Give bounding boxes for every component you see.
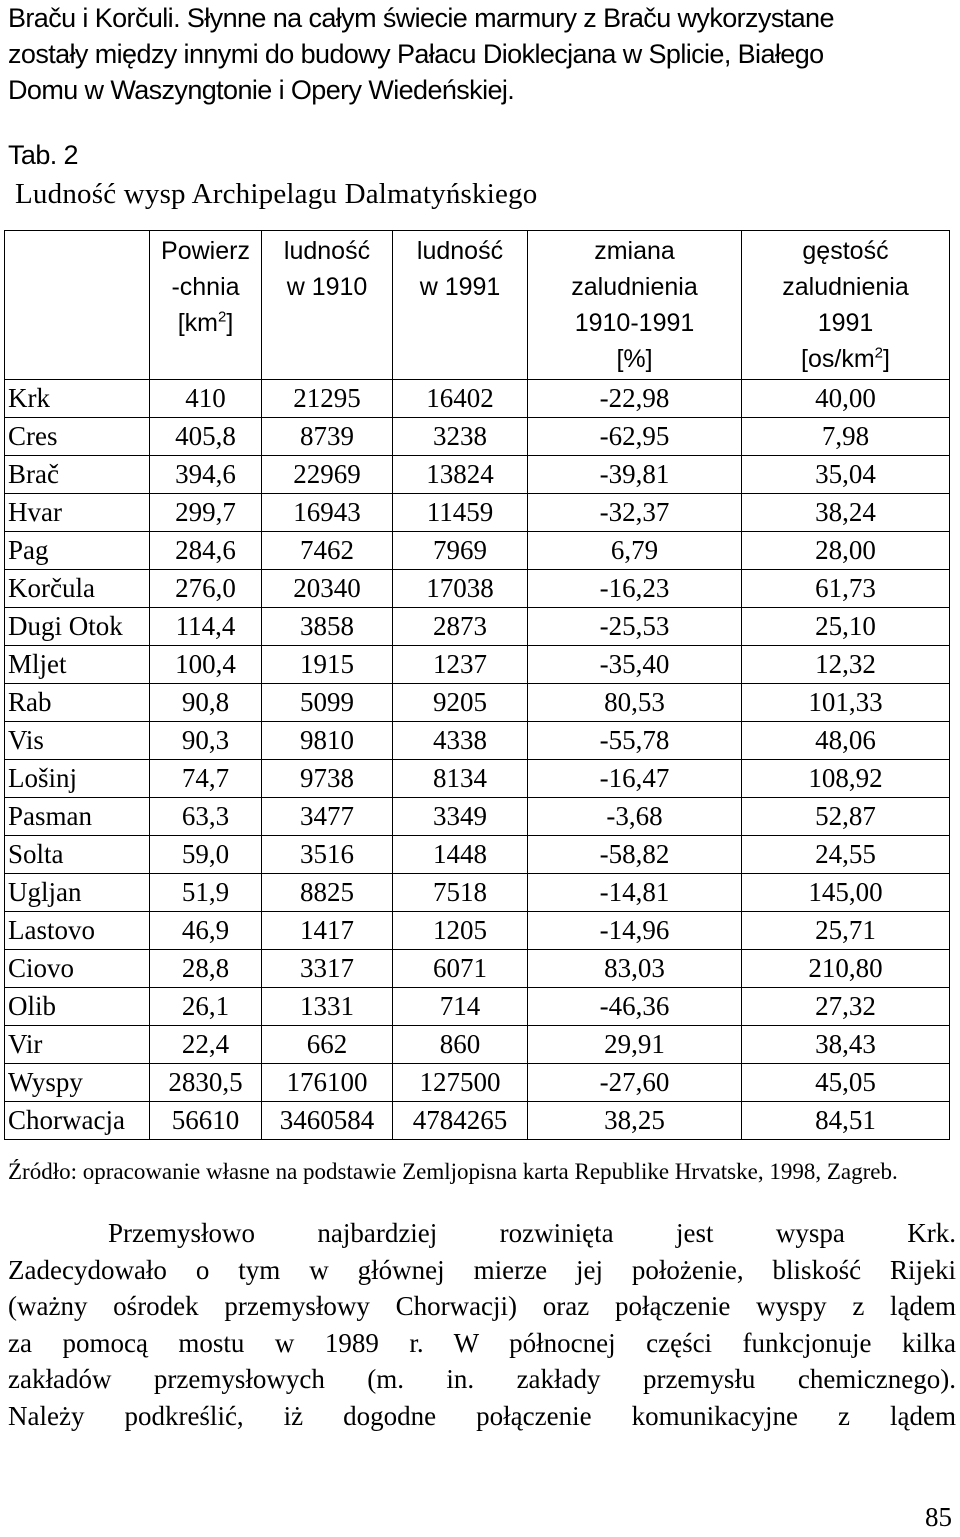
cell-island: Solta	[5, 836, 150, 874]
body-line: (ważny ośrodek przemysłowy Chorwacji) oraz połączenie wyspy z lądem	[8, 1291, 956, 1321]
unit-text: [os/km	[801, 345, 875, 373]
cell-pop-1910: 1915	[262, 646, 393, 684]
header-line: w 1910	[286, 273, 368, 301]
cell-island: Krk	[5, 380, 150, 418]
cell-density: 61,73	[742, 570, 950, 608]
cell-island: Mljet	[5, 646, 150, 684]
cell-island: Chorwacja	[5, 1102, 150, 1140]
cell-area: 2830,5	[150, 1064, 262, 1102]
cell-change: -35,40	[528, 646, 742, 684]
cell-pop-1991: 714	[393, 988, 528, 1026]
header-change	[528, 231, 742, 380]
cell-pop-1910: 176100	[262, 1064, 393, 1102]
header-line: gęstość	[802, 237, 889, 265]
table-row	[5, 1064, 950, 1102]
cell-density: 145,00	[742, 874, 950, 912]
cell-density: 84,51	[742, 1102, 950, 1140]
cell-island: Hvar	[5, 494, 150, 532]
body-line: za pomocą mostu w 1989 r. W północnej części funkcjonuje kilka	[8, 1327, 956, 1358]
cell-pop-1910: 3317	[262, 950, 393, 988]
cell-change: 80,53	[528, 684, 742, 722]
cell-change: 29,91	[528, 1026, 742, 1064]
table-row	[5, 722, 950, 760]
header-line: ludność	[416, 237, 504, 265]
cell-island: Lošinj	[5, 760, 150, 798]
unit-sup: 2	[874, 344, 883, 362]
cell-area: 26,1	[150, 988, 262, 1026]
cell-island: Brač	[5, 456, 150, 494]
table-row	[5, 570, 950, 608]
unit-end: ]	[883, 345, 890, 373]
cell-change: -55,78	[528, 722, 742, 760]
cell-change: -16,23	[528, 570, 742, 608]
header-density	[742, 231, 950, 380]
cell-density: 7,98	[742, 418, 950, 456]
unit-end: ]	[226, 309, 234, 337]
table-row	[5, 988, 950, 1026]
cell-island: Vis	[5, 722, 150, 760]
intro-line: Domu w Waszyngtonie i Opery Wiedeńskiej.	[8, 75, 515, 105]
body-line: zakładów przemysłowych (m. in. zakłady przemysłu chemicznego).	[8, 1364, 956, 1394]
cell-change: -14,81	[528, 874, 742, 912]
cell-island: Vir	[5, 1026, 150, 1064]
cell-pop-1991: 11459	[393, 494, 528, 532]
cell-density: 210,80	[742, 950, 950, 988]
cell-pop-1991: 16402	[393, 380, 528, 418]
cell-density: 45,05	[742, 1064, 950, 1102]
cell-island: Ciovo	[5, 950, 150, 988]
header-line: [%]	[616, 345, 653, 373]
cell-density: 40,00	[742, 380, 950, 418]
cell-pop-1991: 6071	[393, 950, 528, 988]
body-line: Przemysłowo najbardziej rozwinięta jest wyspa Krk.	[108, 1218, 956, 1248]
cell-pop-1991: 9205	[393, 684, 528, 722]
cell-pop-1910: 3858	[262, 608, 393, 646]
header-pop-1991	[393, 231, 528, 380]
table-header-row	[5, 231, 950, 380]
table-row	[5, 950, 950, 988]
cell-change: -14,96	[528, 912, 742, 950]
cell-pop-1991: 13824	[393, 456, 528, 494]
table-row	[5, 836, 950, 874]
cell-change: -46,36	[528, 988, 742, 1026]
cell-pop-1910: 1417	[262, 912, 393, 950]
body-paragraph	[8, 1215, 956, 1434]
table-row	[5, 1026, 950, 1064]
table-row	[5, 532, 950, 570]
cell-area: 114,4	[150, 608, 262, 646]
table-row	[5, 912, 950, 950]
cell-pop-1910: 7462	[262, 532, 393, 570]
cell-density: 101,33	[742, 684, 950, 722]
header-area-unit	[150, 305, 261, 341]
cell-change: -62,95	[528, 418, 742, 456]
cell-pop-1991: 17038	[393, 570, 528, 608]
cell-change: 6,79	[528, 532, 742, 570]
cell-pop-1910: 3460584	[262, 1102, 393, 1140]
intro-paragraph	[8, 0, 958, 108]
header-area	[150, 231, 262, 380]
header-area-line: -chnia	[171, 273, 240, 301]
unit-text: [km	[177, 309, 218, 337]
header-line: zmiana	[594, 237, 675, 265]
header-name	[5, 231, 150, 380]
cell-area: 59,0	[150, 836, 262, 874]
cell-area: 51,9	[150, 874, 262, 912]
cell-area: 276,0	[150, 570, 262, 608]
cell-change: -27,60	[528, 1064, 742, 1102]
cell-pop-1991: 127500	[393, 1064, 528, 1102]
cell-area: 394,6	[150, 456, 262, 494]
intro-line: zostały między innymi do budowy Pałacu Dioklecjana w Splicie, Białego	[8, 39, 824, 69]
cell-island: Rab	[5, 684, 150, 722]
cell-pop-1991: 2873	[393, 608, 528, 646]
cell-area: 90,3	[150, 722, 262, 760]
cell-island: Cres	[5, 418, 150, 456]
header-line: w 1991	[419, 273, 501, 301]
cell-area: 74,7	[150, 760, 262, 798]
cell-area: 284,6	[150, 532, 262, 570]
cell-pop-1910: 662	[262, 1026, 393, 1064]
cell-area: 22,4	[150, 1026, 262, 1064]
cell-pop-1910: 16943	[262, 494, 393, 532]
cell-change: -25,53	[528, 608, 742, 646]
cell-pop-1910: 3516	[262, 836, 393, 874]
cell-density: 108,92	[742, 760, 950, 798]
cell-area: 405,8	[150, 418, 262, 456]
cell-island: Lastovo	[5, 912, 150, 950]
table-row	[5, 646, 950, 684]
cell-pop-1910: 1331	[262, 988, 393, 1026]
table-row	[5, 456, 950, 494]
header-line: ludność	[283, 237, 371, 265]
cell-pop-1991: 860	[393, 1026, 528, 1064]
cell-island: Korčula	[5, 570, 150, 608]
cell-density: 38,43	[742, 1026, 950, 1064]
cell-pop-1910: 21295	[262, 380, 393, 418]
cell-island: Ugljan	[5, 874, 150, 912]
header-pop-1910	[262, 231, 393, 380]
cell-pop-1991: 4338	[393, 722, 528, 760]
cell-island: Dugi Otok	[5, 608, 150, 646]
cell-pop-1910: 3477	[262, 798, 393, 836]
header-line: 1991	[817, 309, 874, 337]
cell-density: 25,10	[742, 608, 950, 646]
cell-area: 299,7	[150, 494, 262, 532]
cell-pop-1991: 3349	[393, 798, 528, 836]
cell-density: 35,04	[742, 456, 950, 494]
intro-line: Braču i Korčuli. Słynne na całym świecie marmury z Braču wykorzystane	[8, 3, 834, 33]
table-row	[5, 798, 950, 836]
cell-pop-1991: 4784265	[393, 1102, 528, 1140]
cell-pop-1991: 8134	[393, 760, 528, 798]
body-line: Należy podkreślić, iż dogodne połączenie komunikacyjne z lądem	[8, 1400, 956, 1431]
cell-pop-1910: 22969	[262, 456, 393, 494]
unit-sup: 2	[217, 308, 227, 326]
cell-pop-1910: 8825	[262, 874, 393, 912]
table-row	[5, 1102, 950, 1140]
table-row	[5, 494, 950, 532]
cell-pop-1910: 20340	[262, 570, 393, 608]
cell-area: 28,8	[150, 950, 262, 988]
cell-area: 56610	[150, 1102, 262, 1140]
table-row	[5, 418, 950, 456]
cell-pop-1910: 5099	[262, 684, 393, 722]
table-row	[5, 608, 950, 646]
table-row	[5, 684, 950, 722]
cell-density: 28,00	[742, 532, 950, 570]
cell-change: -22,98	[528, 380, 742, 418]
cell-pop-1991: 1205	[393, 912, 528, 950]
cell-density: 52,87	[742, 798, 950, 836]
cell-density: 27,32	[742, 988, 950, 1026]
cell-pop-1910: 8739	[262, 418, 393, 456]
header-density-unit	[742, 341, 949, 377]
cell-density: 38,24	[742, 494, 950, 532]
cell-pop-1991: 3238	[393, 418, 528, 456]
population-table	[4, 230, 950, 1140]
cell-area: 90,8	[150, 684, 262, 722]
header-line: 1910-1991	[574, 309, 695, 337]
body-line: Zadecydowało o tym w głównej mierze jej położenie, bliskość Rijeki	[8, 1254, 956, 1285]
table-body	[5, 380, 950, 1140]
cell-area: 100,4	[150, 646, 262, 684]
cell-pop-1991: 7518	[393, 874, 528, 912]
cell-pop-1991: 1448	[393, 836, 528, 874]
table-row	[5, 874, 950, 912]
cell-pop-1991: 1237	[393, 646, 528, 684]
cell-change: -32,37	[528, 494, 742, 532]
cell-density: 12,32	[742, 646, 950, 684]
cell-island: Wyspy	[5, 1064, 150, 1102]
cell-change: -3,68	[528, 798, 742, 836]
cell-change: 83,03	[528, 950, 742, 988]
header-area-line: Powierz	[161, 237, 250, 265]
cell-change: -58,82	[528, 836, 742, 874]
cell-island: Pag	[5, 532, 150, 570]
cell-pop-1910: 9738	[262, 760, 393, 798]
cell-change: -16,47	[528, 760, 742, 798]
header-line: zaludnienia	[782, 273, 909, 301]
source-note: Źródło: opracowanie własne na podstawie Zemljopisna karta Republike Hrvatske, 1998, Zagreb.	[8, 1159, 898, 1184]
page-number: 85	[925, 1502, 952, 1532]
cell-change: -39,81	[528, 456, 742, 494]
table-title: Ludność wysp Archipelagu Dalmatyńskiego	[15, 178, 538, 210]
cell-pop-1991: 7969	[393, 532, 528, 570]
cell-density: 24,55	[742, 836, 950, 874]
cell-area: 63,3	[150, 798, 262, 836]
cell-density: 25,71	[742, 912, 950, 950]
cell-island: Olib	[5, 988, 150, 1026]
cell-density: 48,06	[742, 722, 950, 760]
table-row	[5, 380, 950, 418]
table-label: Tab. 2	[8, 140, 78, 170]
cell-area: 410	[150, 380, 262, 418]
cell-island: Pasman	[5, 798, 150, 836]
cell-pop-1910: 9810	[262, 722, 393, 760]
cell-area: 46,9	[150, 912, 262, 950]
header-line: zaludnienia	[571, 273, 698, 301]
cell-change: 38,25	[528, 1102, 742, 1140]
table-row	[5, 760, 950, 798]
